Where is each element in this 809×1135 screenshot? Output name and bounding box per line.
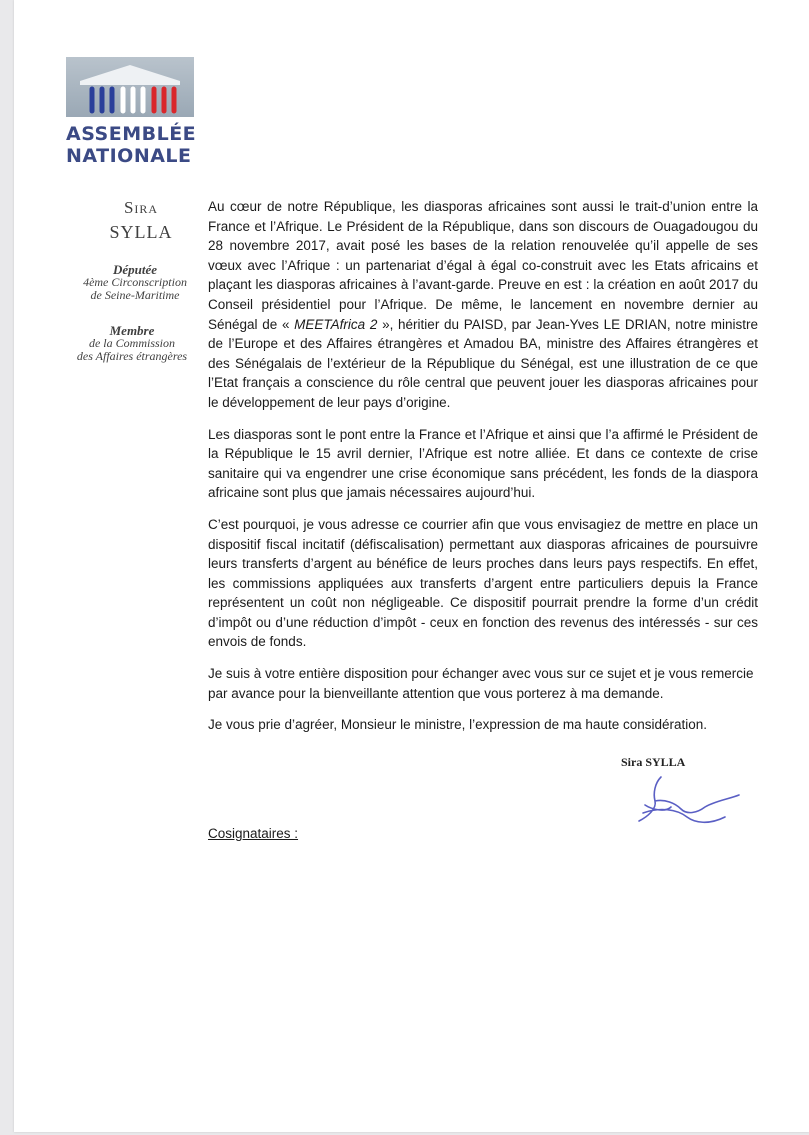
member-line3: des Affaires étrangères <box>76 349 188 363</box>
paragraph-1-part1: Au cœur de notre République, les diasporas africaines sont aussi le trait-d’union entre la France et l’Afrique. Le Président de la République, dans son discours de Ouagadougou du 28 novembre 2017, avait posé les bases de la relation renouvelée qu’il appelle de ses vœux avec l’Afrique : un partenariat d’égal à égal co-construit avec les Etats africains et plaçant les diasporas africaines à l’avant-garde. Preuve en est : la création en août 2017 du Conseil présidentiel pour l’Afrique. De même, le lancement en novembre dernier au Sénégal de « <box>208 199 758 332</box>
logo-wordmark <box>66 123 206 167</box>
deputy-first-name: Sira <box>123 198 159 217</box>
paragraph-4: Je suis à votre entière disposition pour échanger avec vous sur ce sujet et je vous remercie par avance pour la bienveillante attention que vous porterez à ma demande. <box>208 666 754 701</box>
deputy-last-name: SYLLA <box>109 222 173 242</box>
hemicycle-emblem <box>66 57 194 117</box>
paragraph-3: C’est pourquoi, je vous adresse ce courrier afin que vous envisagiez de mettre en place un dispositif fiscal incitatif (défiscalisation) permettant aux diasporas africaines de poursuivre leurs transferts d’argent au bénéfice de leurs proches dans leurs pays respectifs. En effet, les commissions appliquées aux transferts d’argent entre particuliers depuis la France représentent un coût non négligeable. Ce dispositif pourrait prendre la forme d’un crédit d’impôt ou d’une réduction d’impôt - ceux en fonction des revenus des intéressés - sur ces envois de fonds. <box>208 516 758 650</box>
assemblee-nationale-logo <box>66 57 206 171</box>
member-title: Membre <box>109 323 155 338</box>
letter-page <box>14 0 809 1132</box>
letter-body <box>208 197 758 747</box>
logo-line2: NATIONALE <box>66 145 192 167</box>
meetafrica-title: MEETAfrica 2 <box>294 316 378 332</box>
cosignataires-label: Cosignataires : <box>208 826 299 841</box>
deputy-sidebar <box>44 198 204 363</box>
member-line2: de la Commission <box>88 336 175 350</box>
paragraph-2: Les diasporas sont le pont entre la France et l’Afrique et ainsi que l’a affirmé le Président de la République le 15 avril dernier, l’Afrique est notre alliée. Et dans ce contexte de crise sanitaire qui va engendrer une crise économique sans précédent, les fonds de la diaspora africaine sont plus que jamais nécessaires aujourd’hui. <box>208 426 758 501</box>
hemicycle-icon <box>66 57 194 117</box>
deputy-role <box>66 263 204 302</box>
paragraph-1 <box>208 197 758 413</box>
handwritten-signature <box>625 769 745 839</box>
role-title: Députée <box>112 262 158 277</box>
logo-line1: ASSEMBLÉE <box>66 123 197 145</box>
signatory-name: Sira SYLLA <box>621 755 686 769</box>
role-circonscription: 4ème Circonscription <box>83 275 187 289</box>
signature-block <box>621 755 761 835</box>
role-department: de Seine-Maritime <box>90 288 180 302</box>
commission-membership <box>60 324 204 363</box>
paragraph-5: Je vous prie d’agréer, Monsieur le ministre, l’expression de ma haute considération. <box>208 717 708 733</box>
paragraph-1-part2: », héritier du PAISD, par Jean-Yves LE DRIAN, notre ministre de l’Europe et des Affaires étrangères et Amadou BA, ministre des Affaires étrangères et des Sénégalais de l’extérieur de la République du Sénégal, est une illustration de ce que l’Etat français a conscience du rôle central que peuvent jouer les diasporas africaines pour le développement de leur pays d’origine. <box>208 316 759 410</box>
